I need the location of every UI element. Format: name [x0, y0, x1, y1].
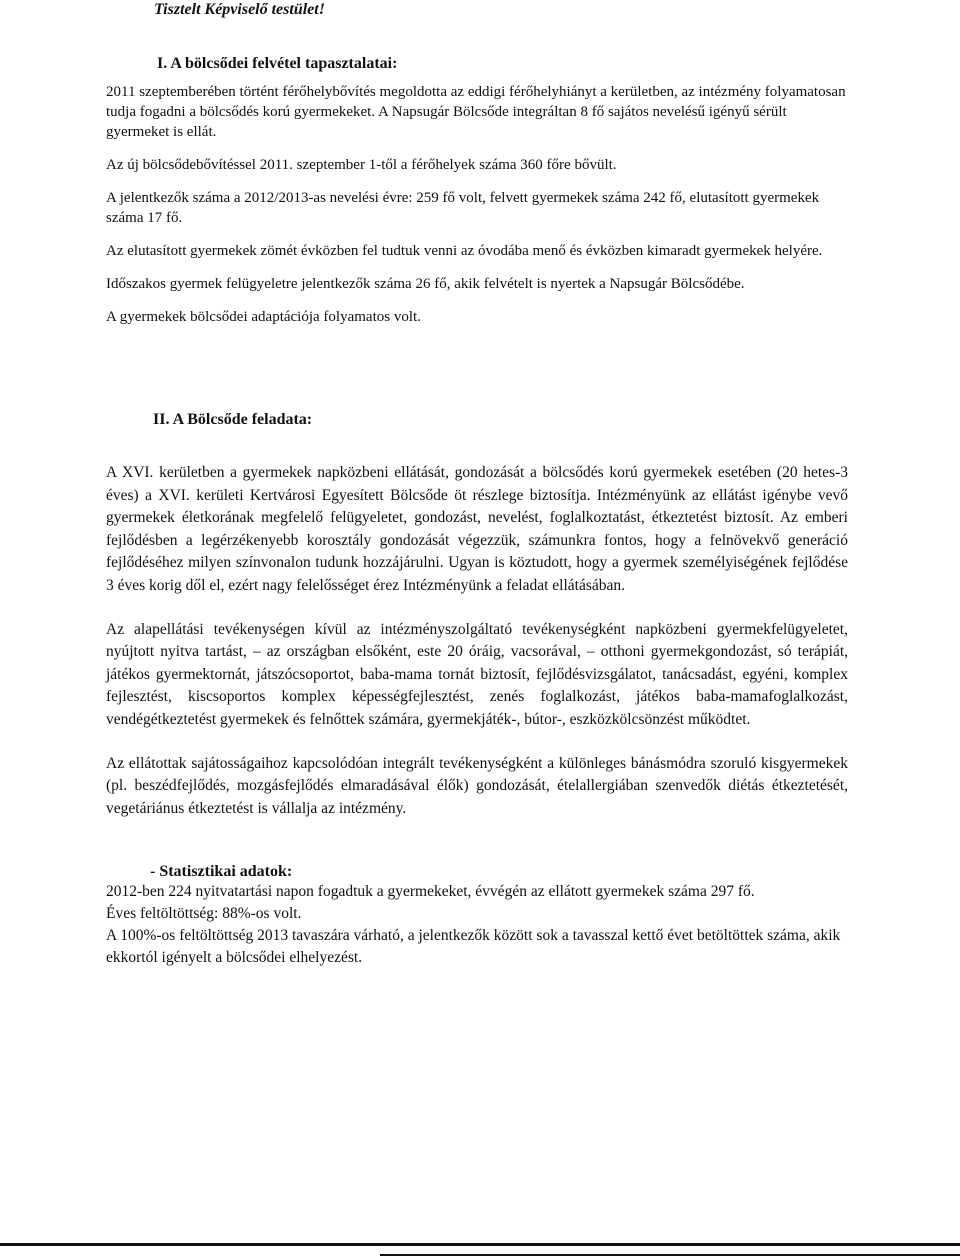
section-tasks-body — [106, 462, 848, 841]
paragraph: A gyermekek bölcsődei adaptációja folyamatos volt. — [106, 309, 421, 325]
section-statistics-body — [106, 881, 848, 969]
paragraph: Az elutasított gyermekek zömét évközben fel tudtuk venni az óvodába menő és évközben kimaradt gyermekek helyére. — [106, 243, 823, 259]
salutation: Tisztelt Képviselő testület! — [154, 1, 325, 18]
section-title-admission: I. A bölcsődei felvétel tapasztalatai: — [157, 55, 398, 72]
paragraph: A jelentkezők száma a 2012/2013-as nevelési évre: 259 fő volt, felvett gyermekek száma 242 fő, elutasított gyermekek száma 17 fő. — [106, 190, 820, 226]
section-title-statistics: - Statisztikai adatok: — [150, 863, 293, 880]
paragraph: A XVI. kerületben a gyermekek napközbeni ellátását, gondozását a bölcsődés korú gyermekek esetében (20 hetes-3 éves) a XVI. kerületi Kertvárosi Egyesített Bölcsőde öt részlege biztosítja. Intézményünk az ellátást igénybe vevő gyermekek életkorának megfelelő felügyeletet, gondozást, nevelést, foglalkoztatást, étkeztetést biztosít. Az emberi fejlődésben a legérzékenyebb korosztály gondozását végezzük, számunkra fontos, hogy a felnövekvő generáció fejlődéséhez milyen színvonalon tudunk hozzájárulni. Ugyan is köztudott, hogy a gyermek személyiségének fejlődése 3 éves korig dől el, ezért nagy felelősséget érez Intézményünk a feladat ellátásában. — [106, 464, 848, 594]
paragraph: Az alapellátási tevékenységen kívül az intézményszolgáltató tevékenységként napközbeni gyermekfelügyeletet, nyújtott nyitva tartást, – az országban elsőként, este 20 óráig, vacsorával, – otthoni gyermekgondozást, só terápiát, játékos gyermektornát, játszócsoportot, baba-mama tornát biztosít, fejlődésvizsgálatot, tanácsadást, egyéni, komplex fejlesztést, kiscsoportos komplex képességfejlesztést, zenés foglalkozást, játékos baba-mamafoglalkozást, vendégétkeztetést gyermekek és felnőttek számára, gyermekjáték-, bútor-, eszközkölcsönzést működtet. — [106, 620, 848, 728]
section-title-tasks: II. A Bölcsőde feladata: — [153, 411, 313, 428]
paragraph: 2012-ben 224 nyitvatartási napon fogadtuk a gyermekeket, évvégén az ellátott gyermekek száma 297 fő. — [106, 883, 755, 900]
paragraph: 2011 szeptemberében történt férőhelybővítés megoldotta az eddigi férőhelyhiányt a kerületben, az intézmény folyamatosan tudja fogadni a bölcsődés korú gyermekeket. A Napsugár Bölcsőde integráltan 8 fő sajátos nevelésű igényű sérült gyermeket is ellát. — [106, 84, 846, 140]
paragraph: Időszakos gyermek felügyeletre jelentkezők száma 26 fő, akik felvételt is nyertek a Napsugár Bölcsődébe. — [106, 276, 745, 292]
paragraph: Éves feltöltöttség: 88%-os volt. — [106, 905, 302, 922]
paragraph: Az ellátottak sajátosságaihoz kapcsolódóan integrált tevékenységként a különleges bánásmódra szoruló kisgyermekek (pl. beszédfejlődés, mozgásfejlődés elmaradásával élők) gondozását, ételallergiában szenvedők diétás étkeztetését, vegetáriánus étkeztetést is vállalja az intézmény. — [106, 754, 848, 817]
scan-edge-line — [0, 1243, 960, 1246]
paragraph: A 100%-os feltöltöttség 2013 tavaszára várható, a jelentkezők között sok a tavasszal kettő évet betöltöttek száma, akik ekkortól igényelt a bölcsődei elhelyezést. — [106, 927, 841, 966]
scan-edge-line — [380, 1254, 960, 1256]
paragraph: Az új bölcsődebővítéssel 2011. szeptember 1-től a férőhelyek száma 360 főre bővült. — [106, 157, 617, 173]
section-admission-body — [106, 82, 848, 340]
